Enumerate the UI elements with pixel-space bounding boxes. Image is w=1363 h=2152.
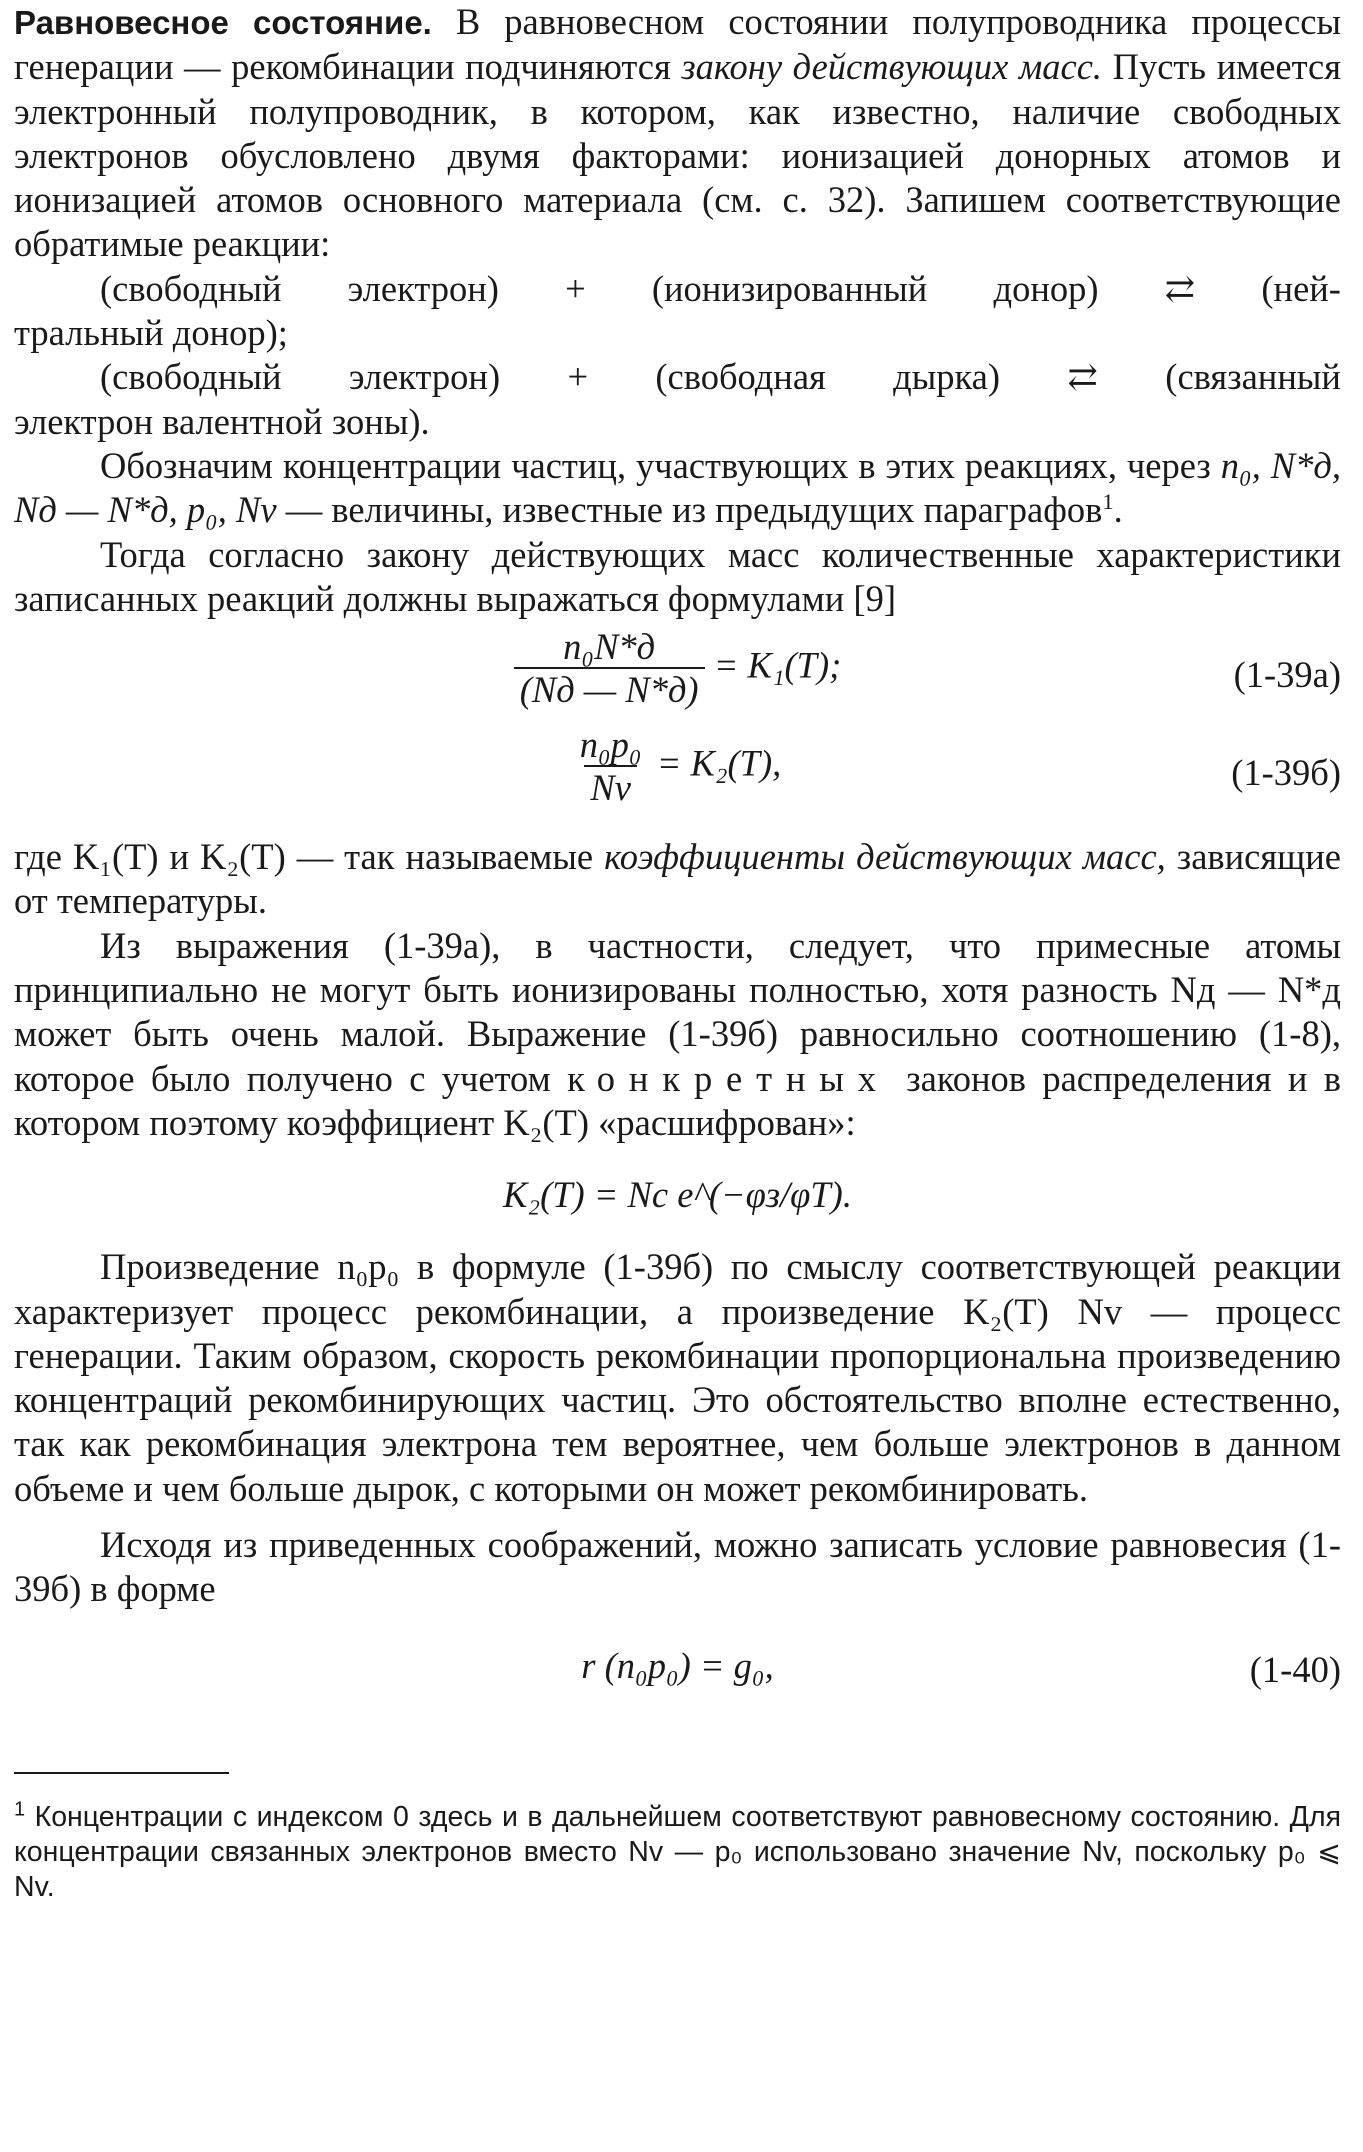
equation-1-40-number: (1-40) <box>1249 1648 1341 1690</box>
reaction-1-continuation: тральный донор); <box>14 312 288 354</box>
concentrations-text-1: Обозначим концентрации частиц, участвующих в этих реакциях, через <box>100 444 1221 486</box>
formula-k2 <box>14 1145 1341 1245</box>
reaction-2-part: электрон) <box>348 356 501 398</box>
reaction-1-part: ⇄ <box>1164 267 1196 309</box>
equation-1-40-formula: r (n₀p₀) = g₀, <box>581 1644 774 1686</box>
equation-1-39a-numerator: n₀N*д <box>563 626 656 668</box>
reaction-2-part: (свободный <box>100 356 282 398</box>
footnote-reference: 1 <box>1102 489 1114 515</box>
main-text <box>14 0 1341 1714</box>
equation-1-39b-body <box>14 725 1341 809</box>
reaction-2-part: + <box>567 356 589 398</box>
paragraph-where <box>14 835 1341 924</box>
equation-1-39a-number: (1-39а) <box>1233 654 1341 696</box>
concentration-symbols: n₀, N*д, Nд — N*д, p₀, Nv <box>14 444 1341 531</box>
equation-1-39b-denominator: Nv <box>584 765 637 809</box>
reaction-2-continuation: электрон валентной зоны). <box>14 400 430 442</box>
expression-spaced-word: конкретных <box>567 1057 890 1099</box>
paragraph-law: Тогда согласно закону действующих масс количественные характеристики записанных реакций должны выражаться формулами [9] <box>14 533 1341 619</box>
reaction-2-part: (свободная <box>655 356 826 398</box>
equation-1-39a <box>14 627 1341 719</box>
reaction-1-part: (ней- <box>1261 267 1341 309</box>
equation-1-39a-rhs: = K₁(T); <box>713 644 842 686</box>
intro-text-2: Пусть имеется электронный полупроводник, в котором, как известно, наличие свободных электронов обусловлено двумя факторами: ионизацией донорных атомов и ионизацией атомов основного материала (см. с. 32). Запишем соответствующие обратимые реакции: <box>14 46 1341 265</box>
expression-text-2: законов распределения и в котором поэтому коэффициент K₂(T) «расшифрован»: <box>14 1057 1341 1143</box>
equation-1-40-body <box>14 1644 1341 1688</box>
equation-1-39b-numerator: n₀p₀ <box>579 724 642 766</box>
footnote <box>14 1800 1341 1905</box>
equation-1-39b <box>14 725 1341 817</box>
reaction-2-part: дырка) <box>893 356 1001 398</box>
concentrations-end: . <box>1113 489 1123 531</box>
footnote-text: Концентрации с индексом 0 здесь и в дальнейшем соответствуют равновесному состоянию. Для концентрации связанных электронов вместо Nv — p₀ использовано значение Nv, поскольку p₀ ⩽ Nv. <box>14 1800 1341 1903</box>
paragraph-intro <box>14 0 1341 267</box>
concentrations-text-2: — величины, известные из предыдущих параграфов <box>276 489 1103 531</box>
reaction-1 <box>14 267 1341 311</box>
expression-text-1: Из выражения (1-39а), в частности, следует, что примесные атомы принципиально не могут быть ионизированы полностью, хотя разность Nд — N*д может быть очень малой. Выражение (1-39б) равносильно соотношению (1-8), которое было получено с учетом <box>14 924 1341 1099</box>
intro-italic-term: закону действующих масс. <box>681 46 1103 88</box>
paragraph-product: Произведение n₀p₀ в формуле (1-39б) по смыслу соответствующей реакции характеризует процесс рекомбинации, а произведение K₂(T) Nv — процесс генерации. Таким образом, скорость рекомбинации пропорциональна произведению концентраций рекомбинирующих частиц. Это обстоятельство вполне естественно, так как рекомбинация электрона тем вероятнее, чем больше электронов в данном объеме и чем больше дырок, с которыми он может рекомбинировать. <box>14 1246 1341 1509</box>
equation-1-39a-denominator: (Nд — N*д) <box>514 667 705 711</box>
reaction-1-part: донор) <box>993 267 1099 309</box>
equation-1-39a-fraction <box>514 627 705 711</box>
footnote-mark: 1 <box>14 1798 26 1821</box>
section-heading: Равновесное состояние. <box>14 4 432 41</box>
where-text-2: зависящие от температуры. <box>14 836 1341 922</box>
reaction-1-part: + <box>565 267 586 309</box>
paragraph-expression <box>14 924 1341 1145</box>
where-text-1: где K₁(T) и K₂(T) — так называемые <box>14 836 605 878</box>
where-italic-term: коэффициенты действующих масс, <box>604 836 1166 878</box>
reaction-2 <box>14 355 1341 399</box>
intro-text-1: В равновесном состоянии полупроводника процессы генерации — рекомбинации подчиняются <box>14 1 1341 88</box>
reaction-2-part: ⇄ <box>1067 356 1098 398</box>
equation-1-39b-fraction <box>574 725 648 809</box>
equation-1-39b-number: (1-39б) <box>1231 752 1341 794</box>
reaction-1-part: (ионизированный <box>651 267 928 309</box>
reaction-2-part: (связанный <box>1165 356 1341 398</box>
paragraph-concentrations <box>14 444 1341 533</box>
formula-k2-text: K₂(T) = Nc e^(−φз/φT). <box>503 1174 852 1216</box>
footnote-rule <box>14 1772 229 1774</box>
reaction-1-part: электрон) <box>347 267 499 309</box>
paragraph-condition: Исходя из приведенных соображений, можно записать условие равновесия (1-39б) в форме <box>14 1524 1341 1610</box>
equation-1-39a-body <box>14 627 1341 711</box>
equation-1-40 <box>14 1622 1341 1714</box>
reaction-1-part: (свободный <box>100 267 282 309</box>
equation-1-39b-rhs: = K₂(T), <box>656 742 782 784</box>
